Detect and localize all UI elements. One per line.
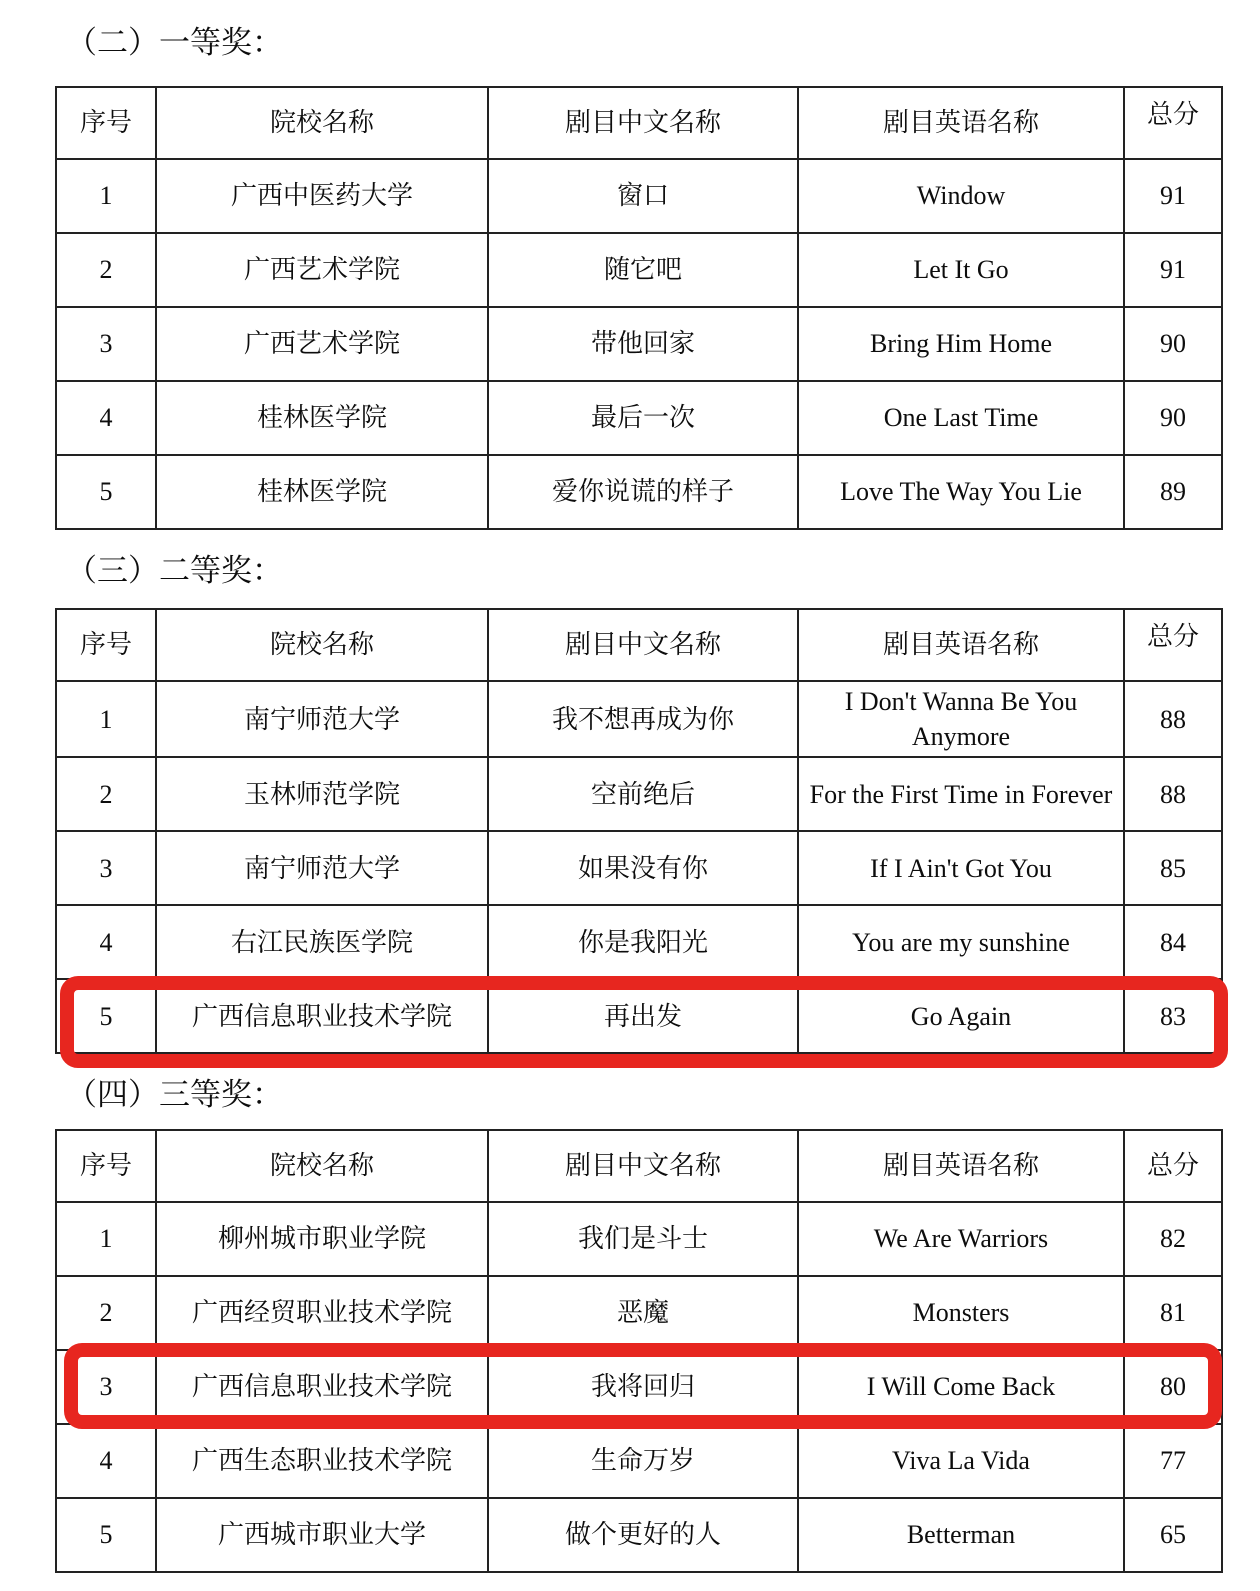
table-cell: 广西艺术学院	[156, 307, 488, 381]
table-cell: Love The Way You Lie	[798, 455, 1124, 529]
table-cell: 柳州城市职业学院	[156, 1202, 488, 1276]
column-header: 剧目中文名称	[488, 609, 798, 681]
table-cell: 90	[1124, 381, 1222, 455]
table-cell: Let It Go	[798, 233, 1124, 307]
table-cell: 广西城市职业大学	[156, 1498, 488, 1572]
column-header: 剧目中文名称	[488, 87, 798, 159]
column-header: 序号	[56, 609, 156, 681]
table-cell: 广西信息职业技术学院	[156, 979, 488, 1053]
table-cell: 82	[1124, 1202, 1222, 1276]
table-row	[56, 905, 1222, 979]
column-header: 总分	[1124, 87, 1222, 159]
table-cell: 玉林师范学院	[156, 757, 488, 831]
table-cell: 81	[1124, 1276, 1222, 1350]
table-cell: 4	[56, 905, 156, 979]
table-cell: 恶魔	[488, 1276, 798, 1350]
table-cell: 广西艺术学院	[156, 233, 488, 307]
table-row	[56, 381, 1222, 455]
column-header: 院校名称	[156, 1130, 488, 1202]
column-header: 院校名称	[156, 609, 488, 681]
table-row	[56, 831, 1222, 905]
table-cell: 1	[56, 681, 156, 757]
table-cell: 窗口	[488, 159, 798, 233]
table-cell: I Will Come Back	[798, 1350, 1124, 1424]
table-cell: 广西中医药大学	[156, 159, 488, 233]
section-heading-first-prize: （二）一等奖：	[66, 25, 283, 60]
table-cell: 我不想再成为你	[488, 681, 798, 757]
table-cell: 广西生态职业技术学院	[156, 1424, 488, 1498]
table-cell: 随它吧	[488, 233, 798, 307]
table-cell: 65	[1124, 1498, 1222, 1572]
table-cell: 2	[56, 1276, 156, 1350]
table-cell: 5	[56, 1498, 156, 1572]
table-cell: 右江民族医学院	[156, 905, 488, 979]
first-prize-table	[55, 86, 1223, 530]
table-row	[56, 1276, 1222, 1350]
table-cell: 88	[1124, 681, 1222, 757]
table-cell: 爱你说谎的样子	[488, 455, 798, 529]
column-header: 剧目中文名称	[488, 1130, 798, 1202]
table-cell: 4	[56, 1424, 156, 1498]
table-cell: Window	[798, 159, 1124, 233]
table-cell: You are my sunshine	[798, 905, 1124, 979]
table-cell: 2	[56, 233, 156, 307]
table-row	[56, 681, 1222, 757]
table-cell: We Are Warriors	[798, 1202, 1124, 1276]
column-header: 院校名称	[156, 87, 488, 159]
table-cell: 如果没有你	[488, 831, 798, 905]
table-row	[56, 757, 1222, 831]
table-row	[56, 1424, 1222, 1498]
table-cell: 南宁师范大学	[156, 831, 488, 905]
header-row	[56, 609, 1222, 681]
table-cell: 你是我阳光	[488, 905, 798, 979]
section-heading-third-prize: （四）三等奖：	[66, 1077, 283, 1112]
table-row	[56, 233, 1222, 307]
table-cell: 1	[56, 1202, 156, 1276]
table-cell: Go Again	[798, 979, 1124, 1053]
table-cell: 做个更好的人	[488, 1498, 798, 1572]
table-cell: 85	[1124, 831, 1222, 905]
table-cell: Viva La Vida	[798, 1424, 1124, 1498]
table-cell: Betterman	[798, 1498, 1124, 1572]
table-row	[56, 159, 1222, 233]
column-header: 序号	[56, 1130, 156, 1202]
column-header: 剧目英语名称	[798, 609, 1124, 681]
table-row	[56, 455, 1222, 529]
table-cell: 桂林医学院	[156, 455, 488, 529]
table-cell: 广西信息职业技术学院	[156, 1350, 488, 1424]
table-cell: 77	[1124, 1424, 1222, 1498]
table-cell: 桂林医学院	[156, 381, 488, 455]
table-row	[56, 1202, 1222, 1276]
table-cell: 再出发	[488, 979, 798, 1053]
table-cell: 空前绝后	[488, 757, 798, 831]
table-cell: 带他回家	[488, 307, 798, 381]
column-header: 总分	[1124, 1130, 1222, 1202]
table-cell: 南宁师范大学	[156, 681, 488, 757]
third-prize-table	[55, 1129, 1223, 1573]
table-cell: 88	[1124, 757, 1222, 831]
second-prize-table	[55, 608, 1223, 1054]
table-cell: 80	[1124, 1350, 1222, 1424]
column-header: 剧目英语名称	[798, 87, 1124, 159]
table-cell: 广西经贸职业技术学院	[156, 1276, 488, 1350]
column-header: 序号	[56, 87, 156, 159]
table-cell: 1	[56, 159, 156, 233]
table-cell: 89	[1124, 455, 1222, 529]
table-cell: 5	[56, 979, 156, 1053]
header-row	[56, 1130, 1222, 1202]
table-cell: 3	[56, 307, 156, 381]
table-cell: Monsters	[798, 1276, 1124, 1350]
table-cell: 生命万岁	[488, 1424, 798, 1498]
table-cell: One Last Time	[798, 381, 1124, 455]
table-cell: I Don't Wanna Be You Anymore	[798, 681, 1124, 757]
table-cell: 90	[1124, 307, 1222, 381]
table-cell: 2	[56, 757, 156, 831]
table-row	[56, 1498, 1222, 1572]
header-row	[56, 87, 1222, 159]
table-row	[56, 1350, 1222, 1424]
table-cell: 我将回归	[488, 1350, 798, 1424]
table-cell: 5	[56, 455, 156, 529]
table-cell: 3	[56, 831, 156, 905]
table-row	[56, 979, 1222, 1053]
column-header: 剧目英语名称	[798, 1130, 1124, 1202]
table-cell: 84	[1124, 905, 1222, 979]
table-cell: 91	[1124, 233, 1222, 307]
table-cell: If I Ain't Got You	[798, 831, 1124, 905]
table-cell: For the First Time in Forever	[798, 757, 1124, 831]
table-cell: 83	[1124, 979, 1222, 1053]
table-cell: 3	[56, 1350, 156, 1424]
section-heading-second-prize: （三）二等奖：	[66, 553, 283, 588]
table-cell: 最后一次	[488, 381, 798, 455]
table-cell: 我们是斗士	[488, 1202, 798, 1276]
table-cell: 91	[1124, 159, 1222, 233]
table-cell: 4	[56, 381, 156, 455]
table-row	[56, 307, 1222, 381]
column-header: 总分	[1124, 609, 1222, 681]
table-cell: Bring Him Home	[798, 307, 1124, 381]
